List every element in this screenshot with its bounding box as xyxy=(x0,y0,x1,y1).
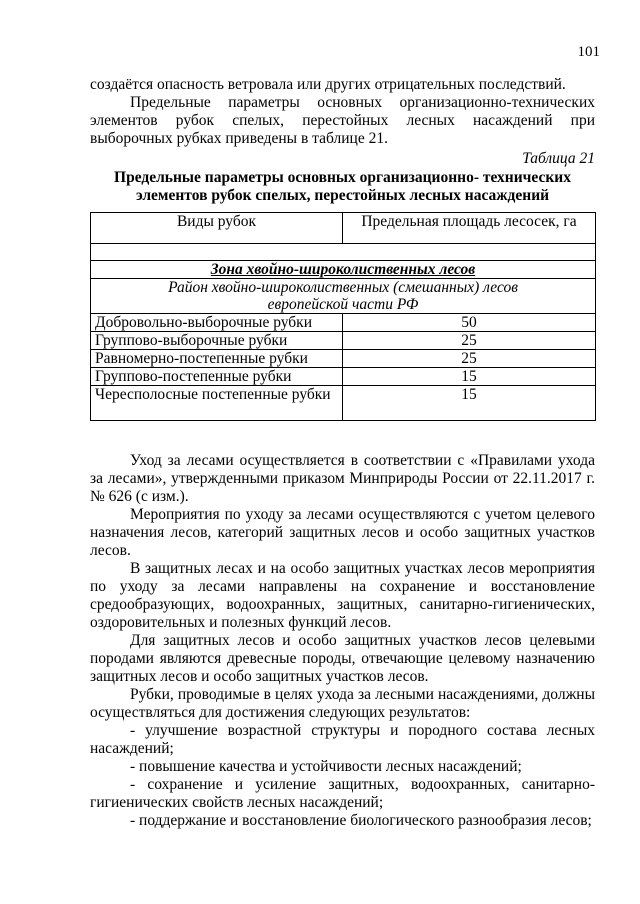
intro-paragraph-1: создаётся опасность ветровала или других отрицательных последствий. xyxy=(90,76,566,93)
row-name: Равномерно-постепенные рубки xyxy=(91,350,343,368)
row-value: 25 xyxy=(343,350,596,368)
row-name: Добровольно-выборочные рубки xyxy=(91,314,343,332)
body-paragraph-3: В защитных лесах и на особо защитных участках лесов мероприятия по уходу за лесами направлены на сохранение и восстановление средообразующих, водоохранных, защитных, санитарно-гигиенических, оздоровительных и полезных функций лесов. xyxy=(90,560,595,631)
body-paragraph-4: Для защитных лесов и особо защитных участков лесов целевыми породами являются древесные породы, отвечающие целевому назначению защитных лесов и особо защитных участков лесов. xyxy=(90,632,595,685)
table-row xyxy=(91,386,596,421)
list-item: - сохранение и усиление защитных, водоохранных, санитарно-гигиенических свойств лесных насаждений; xyxy=(90,776,595,811)
row-value: 25 xyxy=(343,332,596,350)
body-section xyxy=(90,452,595,830)
row-value: 50 xyxy=(343,314,596,332)
row-value: 15 xyxy=(343,368,596,386)
row-value: 15 xyxy=(343,386,596,421)
table-row xyxy=(91,350,596,368)
body-paragraph-5: Рубки, проводимые в целях ухода за лесными насаждениями, должны осуществляться для достижения следующих результатов: xyxy=(90,686,595,721)
zone-cell: Зона хвойно-широколиственных лесов xyxy=(91,261,596,279)
region-cell xyxy=(91,279,596,314)
table-row xyxy=(91,368,596,386)
region-line-1: Район хвойно-широколиственных (смешанных) лесов xyxy=(168,279,518,296)
table-blank-row xyxy=(91,244,596,261)
row-name: Группово-выборочные рубки xyxy=(91,332,343,350)
table-caption: Таблица 21 xyxy=(522,150,595,167)
list-item: - поддержание и восстановление биологического разнообразия лесов; xyxy=(130,812,592,829)
table-row xyxy=(91,332,596,350)
row-name: Чересполосные постепенные рубки xyxy=(91,386,343,421)
limits-table xyxy=(90,212,596,421)
table-region-row xyxy=(91,279,596,314)
list-item: - улучшение возрастной структуры и породного состава лесных насаждений; xyxy=(90,722,595,757)
table-row xyxy=(91,314,596,332)
page-number: 101 xyxy=(577,44,600,60)
table-title: Предельные параметры основных организационно- технических элементов рубок спелых, перестойных лесных насаждений xyxy=(114,169,571,204)
header-cell-area: Предельная площадь лесосек, га xyxy=(343,213,596,244)
region-line-2: европейской части РФ xyxy=(267,296,419,313)
table-zone-row xyxy=(91,261,596,279)
table-header-row xyxy=(91,213,596,244)
body-paragraph-1: Уход за лесами осуществляется в соответствии с «Правилами ухода за лесами», утвержденными приказом Минприроды России от 22.11.2017 г. № 626 (с изм.). xyxy=(90,452,595,505)
row-name: Группово-постепенные рубки xyxy=(91,368,343,386)
header-cell-type: Виды рубок xyxy=(91,213,343,244)
body-paragraph-2: Мероприятия по уходу за лесами осуществляются с учетом целевого назначения лесов, категорий защитных лесов и особо защитных участков лесов. xyxy=(90,506,595,559)
list-item: - повышение качества и устойчивости лесных насаждений; xyxy=(130,758,522,775)
intro-section xyxy=(90,76,595,205)
intro-paragraph-2: Предельные параметры основных организационно-технических элементов рубок спелых, перестойных лесных насаждений при выборочных рубках приведены в таблице 21. xyxy=(90,94,595,147)
